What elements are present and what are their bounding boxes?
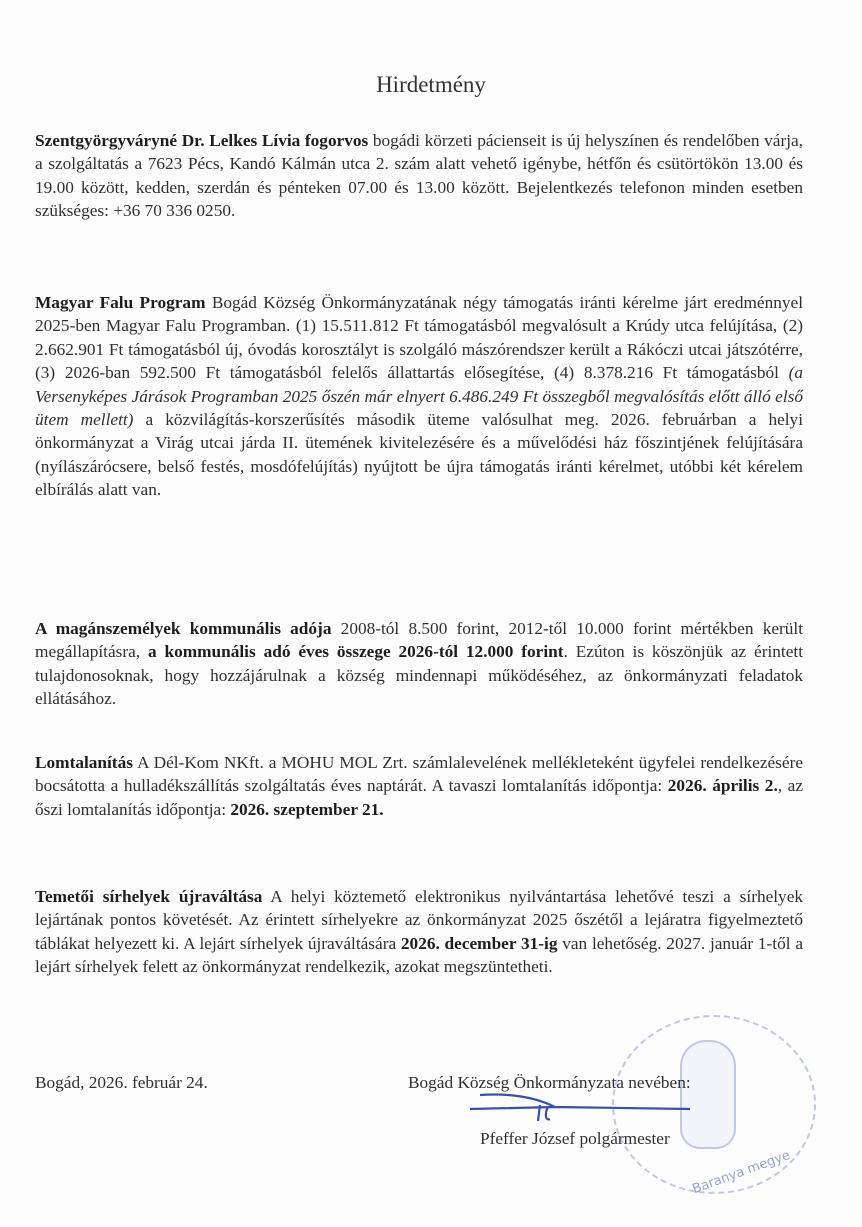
section-dentist xyxy=(35,129,803,223)
section-cemetery xyxy=(35,885,803,979)
section-body: , az őszi lomtalanítás időpontja: xyxy=(35,776,803,819)
section-bulk-waste xyxy=(35,751,803,821)
section-heading: Szentgyörgyváryné Dr. Lelkes Lívia fogorvos xyxy=(35,131,369,150)
section-body: bogádi körzeti pácienseit is új helyszínen és rendelőben várja, a szolgáltatás a 7623 Pécs, Kandó Kálmán utca 2. szám alatt vehető igénybe, hétfőn és csütörtökön 13.00 és 19.00 között, kedden, szerdán és pénteken 07.00 és 13.00 között. Bejelentkezés telefonon minden esetben szükséges: +36 70 336 0250. xyxy=(35,131,803,221)
on-behalf-line: Bogád Község Önkormányzata nevében: xyxy=(408,1073,691,1092)
signature-icon xyxy=(440,1085,700,1125)
section-heading: Lomtalanítás xyxy=(35,753,133,772)
autumn-date: 2026. szeptember 21. xyxy=(230,799,384,819)
section-body: . Ezúton is köszönjük az érintett tulajdonosoknak, hogy hozzájárulnak a község mindennapi működéséhez, az önkormányzati feladatok ellátásához. xyxy=(35,642,803,709)
section-body: van lehetőség. 2027. január 1-től a lejárt sírhelyek felett az önkormányzat rendelkezik, azokat megszüntetheti. xyxy=(35,933,803,977)
place-date: Bogád, 2026. február 24. xyxy=(35,1073,208,1092)
section-heading: Temetői sírhelyek újraváltása xyxy=(35,887,263,906)
section-heading: A magánszemélyek kommunális adója xyxy=(35,619,332,638)
stamp-text: Baranya megye xyxy=(690,1147,793,1198)
deadline-date: 2026. december 31-ig xyxy=(400,933,558,953)
signer-name: Pfeffer József polgármester xyxy=(480,1129,670,1148)
section-body: 2008-tól 8.500 forint, 2012-től 10.000 forint mértékben került megállapításra, xyxy=(35,619,804,662)
section-body: Bogád Község Önkormányzatának négy támogatás iránti kérelme járt eredménnyel 2025-ben Magyar Falu Programban. (1) 15.511.812 Ft támogatásból megvalósult a Krúdy utca felújítása, (2) 2.662.901 Ft támogatásból új, óvodás korosztályt is szolgáló mászórendszer került a Rákóczi utcai játszótérre, (3) 2026-ban 592.500 Ft támogatásból felelős állattartás elősegítése, (4) 8.378.216 Ft támogatásból xyxy=(35,293,803,383)
section-body: A helyi köztemető elektronikus nyilvántartása lehetővé teszi a sírhelyek lejártának pontos követését. Az érintett sírhelyekre az önkormányzat 2025 őszétől a lejáratra figyelmeztető táblákat helyezett ki. A lejárt sírhelyek újraváltására xyxy=(35,887,804,953)
section-body: a közvilágítás-korszerűsítés második üteme valósulhat meg. 2026. februárban a helyi önkormányzat a Virág utcai járda II. ütemének kivitelezésére és a művelődési ház főszintjének felújítására (nyílászárócsere, belső festés, mosdófelújítás) nyújtott be újra támogatás iránti kérelmet, utóbbi két kérelem elbírálás alatt van. xyxy=(35,410,803,500)
section-italic-note: (a Versenyképes Járások Programban 2025 őszén már elnyert 6.486.249 Ft összegből megvalósítás előtt álló első ütem mellett) xyxy=(35,363,803,430)
spring-date: 2026. április 2. xyxy=(667,776,778,796)
document-title: Hirdetmény xyxy=(376,72,486,97)
section-village-program xyxy=(35,291,803,502)
section-body: A Dél-Kom NKft. a MOHU MOL Zrt. számlalevelének mellékleteként ügyfelei rendelkezésére bocsátotta a hulladékszállítás szolgáltatás éves naptárát. A tavaszi lomtalanítás időpontja: xyxy=(35,753,803,796)
section-heading: Magyar Falu Program xyxy=(35,293,206,312)
section-communal-tax xyxy=(35,617,803,711)
section-emphasis: a kommunális adó éves összege 2026-tól 12.000 forint xyxy=(147,642,564,662)
